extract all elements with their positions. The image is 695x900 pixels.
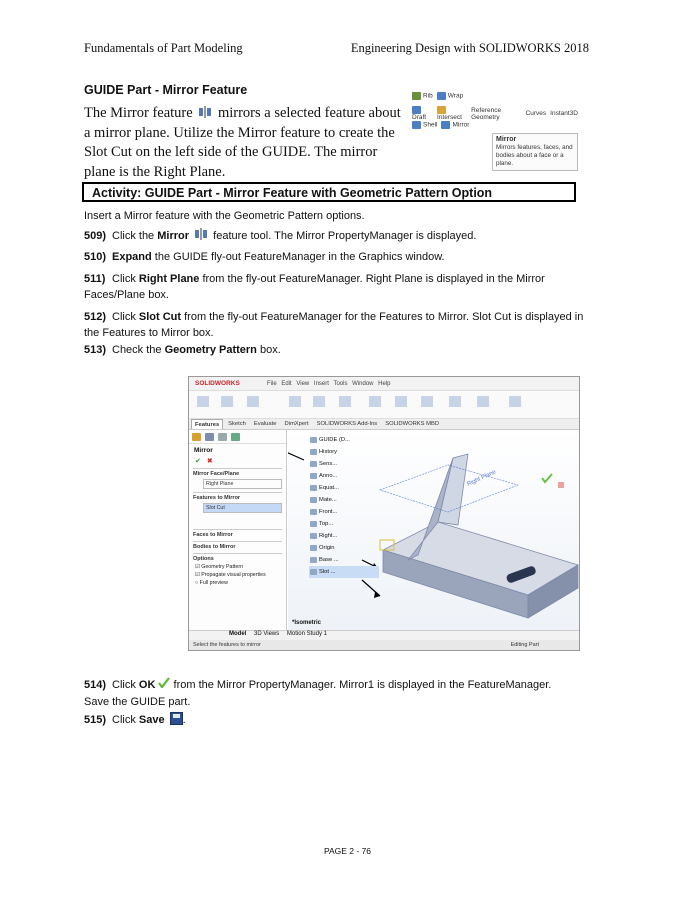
tree-item[interactable]: Base ... — [309, 554, 379, 566]
mirror-face-plane-field[interactable]: Right Plane — [203, 479, 282, 489]
mirror-tooltip: Mirror Mirrors features, faces, and bodies about a face or a plane. — [492, 133, 578, 171]
section-title: GUIDE Part - Mirror Feature — [84, 83, 248, 97]
tree-item[interactable]: Sens... — [309, 458, 379, 470]
tree-item[interactable]: Anno... — [309, 470, 379, 482]
command-tabs — [189, 419, 579, 430]
tab-model[interactable]: Model — [229, 631, 247, 637]
save-icon — [170, 712, 183, 725]
step-511: 511) Click Right Plane from the fly-out FeatureManager. Right Plane is displayed in the Mirror Faces/Plane box. — [84, 273, 545, 301]
running-header-left: Fundamentals of Part Modeling — [84, 41, 243, 55]
tab-evaluate[interactable]: Evaluate — [253, 421, 277, 427]
tree-item[interactable]: Origin — [309, 542, 379, 554]
pm-title: Mirror — [194, 447, 213, 454]
tab-3d-views[interactable]: 3D Views — [254, 631, 280, 637]
step-513: 513) Check the Geometry Pattern box. — [84, 344, 281, 356]
flyout-featuremanager — [309, 434, 379, 578]
step-515: 515) Click Save . — [84, 714, 186, 726]
tree-item[interactable]: Top... — [309, 518, 379, 530]
activity-intro: Insert a Mirror feature with the Geometric Pattern options. — [84, 210, 365, 222]
group-options[interactable]: Options — [193, 553, 282, 562]
page-number: PAGE 2 - 76 — [323, 846, 372, 856]
mirror-icon — [198, 106, 212, 118]
geometry-pattern-checkbox[interactable]: ☑ Geometry Pattern — [195, 564, 244, 570]
solidworks-screenshot — [188, 376, 580, 651]
ok-icon[interactable]: ✔ — [195, 458, 201, 465]
running-header-right: Engineering Design with SOLIDWORKS 2018 — [350, 41, 589, 55]
tree-item-slot-cut[interactable]: Slot ... — [309, 566, 379, 578]
shell-icon — [412, 121, 421, 129]
mirror-propertymanager — [189, 430, 287, 630]
ribbon-mirror-button[interactable]: Mirror — [441, 121, 469, 129]
tab-addins[interactable]: SOLIDWORKS Add-Ins — [316, 421, 378, 427]
tree-item[interactable]: Mate... — [309, 494, 379, 506]
full-preview-radio[interactable]: ○ Full preview — [195, 580, 228, 586]
view-orientation-label: *Isometric — [292, 620, 322, 626]
draft-icon — [412, 106, 421, 114]
tree-item-right-plane[interactable]: Right... — [309, 530, 379, 542]
wrap-icon — [437, 92, 446, 100]
solidworks-logo: SOLIDWORKS — [195, 380, 240, 387]
right-plane-label: Right Plane — [466, 469, 497, 488]
tab-dimxpert[interactable]: DimXpert — [284, 421, 309, 427]
title-bar — [189, 377, 579, 391]
ribbon-icons — [189, 391, 580, 419]
save-instruction: Save the GUIDE part. — [84, 696, 191, 708]
intro-paragraph: The Mirror feature mirrors a selected feature about a mirror plane. Utilize the Mirror feature to create the Slot Cut on the left side of the GUIDE. The mirror plane is the Right Plane. — [84, 105, 401, 180]
step-514: 514) Click OK from the Mirror PropertyManager. Mirror1 is displayed in the FeatureManager. — [84, 679, 552, 691]
intersect-icon — [437, 106, 446, 114]
bottom-tabs — [189, 630, 579, 640]
tab-sketch[interactable]: Sketch — [228, 421, 246, 427]
step-509: 509) Click the Mirror feature tool. The Mirror PropertyManager is displayed. — [84, 230, 477, 242]
group-bodies-to-mirror[interactable]: Bodies to Mirror — [193, 541, 282, 550]
mirror-icon — [441, 121, 450, 129]
tab-mbd[interactable]: SOLIDWORKS MBD — [385, 421, 440, 427]
propagate-visual-checkbox[interactable]: ☑ Propagate visual properties — [195, 572, 266, 578]
tab-motion-study[interactable]: Motion Study 1 — [286, 631, 327, 637]
command-manager — [189, 391, 579, 419]
tree-item[interactable]: Front... — [309, 506, 379, 518]
manager-tabs[interactable] — [189, 430, 286, 444]
menu-bar[interactable]: File Edit View Insert Tools Window Help — [267, 380, 391, 387]
tree-item[interactable]: History — [309, 446, 379, 458]
rib-icon — [412, 92, 421, 100]
tree-item[interactable]: GUIDE (D... — [309, 434, 379, 446]
group-features-to-mirror[interactable]: Features to Mirror — [193, 492, 282, 501]
mirror-icon — [194, 228, 208, 240]
ribbon-thumbnail: Rib Wrap Draft Intersect Reference Geometry Curves Instant3D Shell Mirror Mirror Mirrors features, faces, and bodies about a face or a plane. — [410, 88, 578, 166]
status-bar: Select the features to mirror Editing Part — [189, 640, 579, 651]
step-510: 510) Expand the GUIDE fly-out FeatureManager in the Graphics window. — [84, 251, 445, 263]
activity-title: Activity: GUIDE Part - Mirror Feature with Geometric Pattern Option — [82, 182, 576, 202]
cancel-icon[interactable]: ✖ — [206, 458, 213, 465]
features-to-mirror-field[interactable]: Slot Cut — [203, 503, 282, 513]
ok-checkmark-icon — [158, 677, 170, 688]
group-mirror-face-plane[interactable]: Mirror Face/Plane — [193, 468, 282, 477]
tab-features[interactable]: Features — [191, 419, 223, 429]
tree-item[interactable]: Equat... — [309, 482, 379, 494]
group-faces-to-mirror[interactable]: Faces to Mirror — [193, 529, 282, 538]
step-512: 512) Click Slot Cut from the fly-out FeatureManager for the Features to Mirror. Slot Cut is displayed in the Features to Mirror box. — [84, 311, 584, 339]
